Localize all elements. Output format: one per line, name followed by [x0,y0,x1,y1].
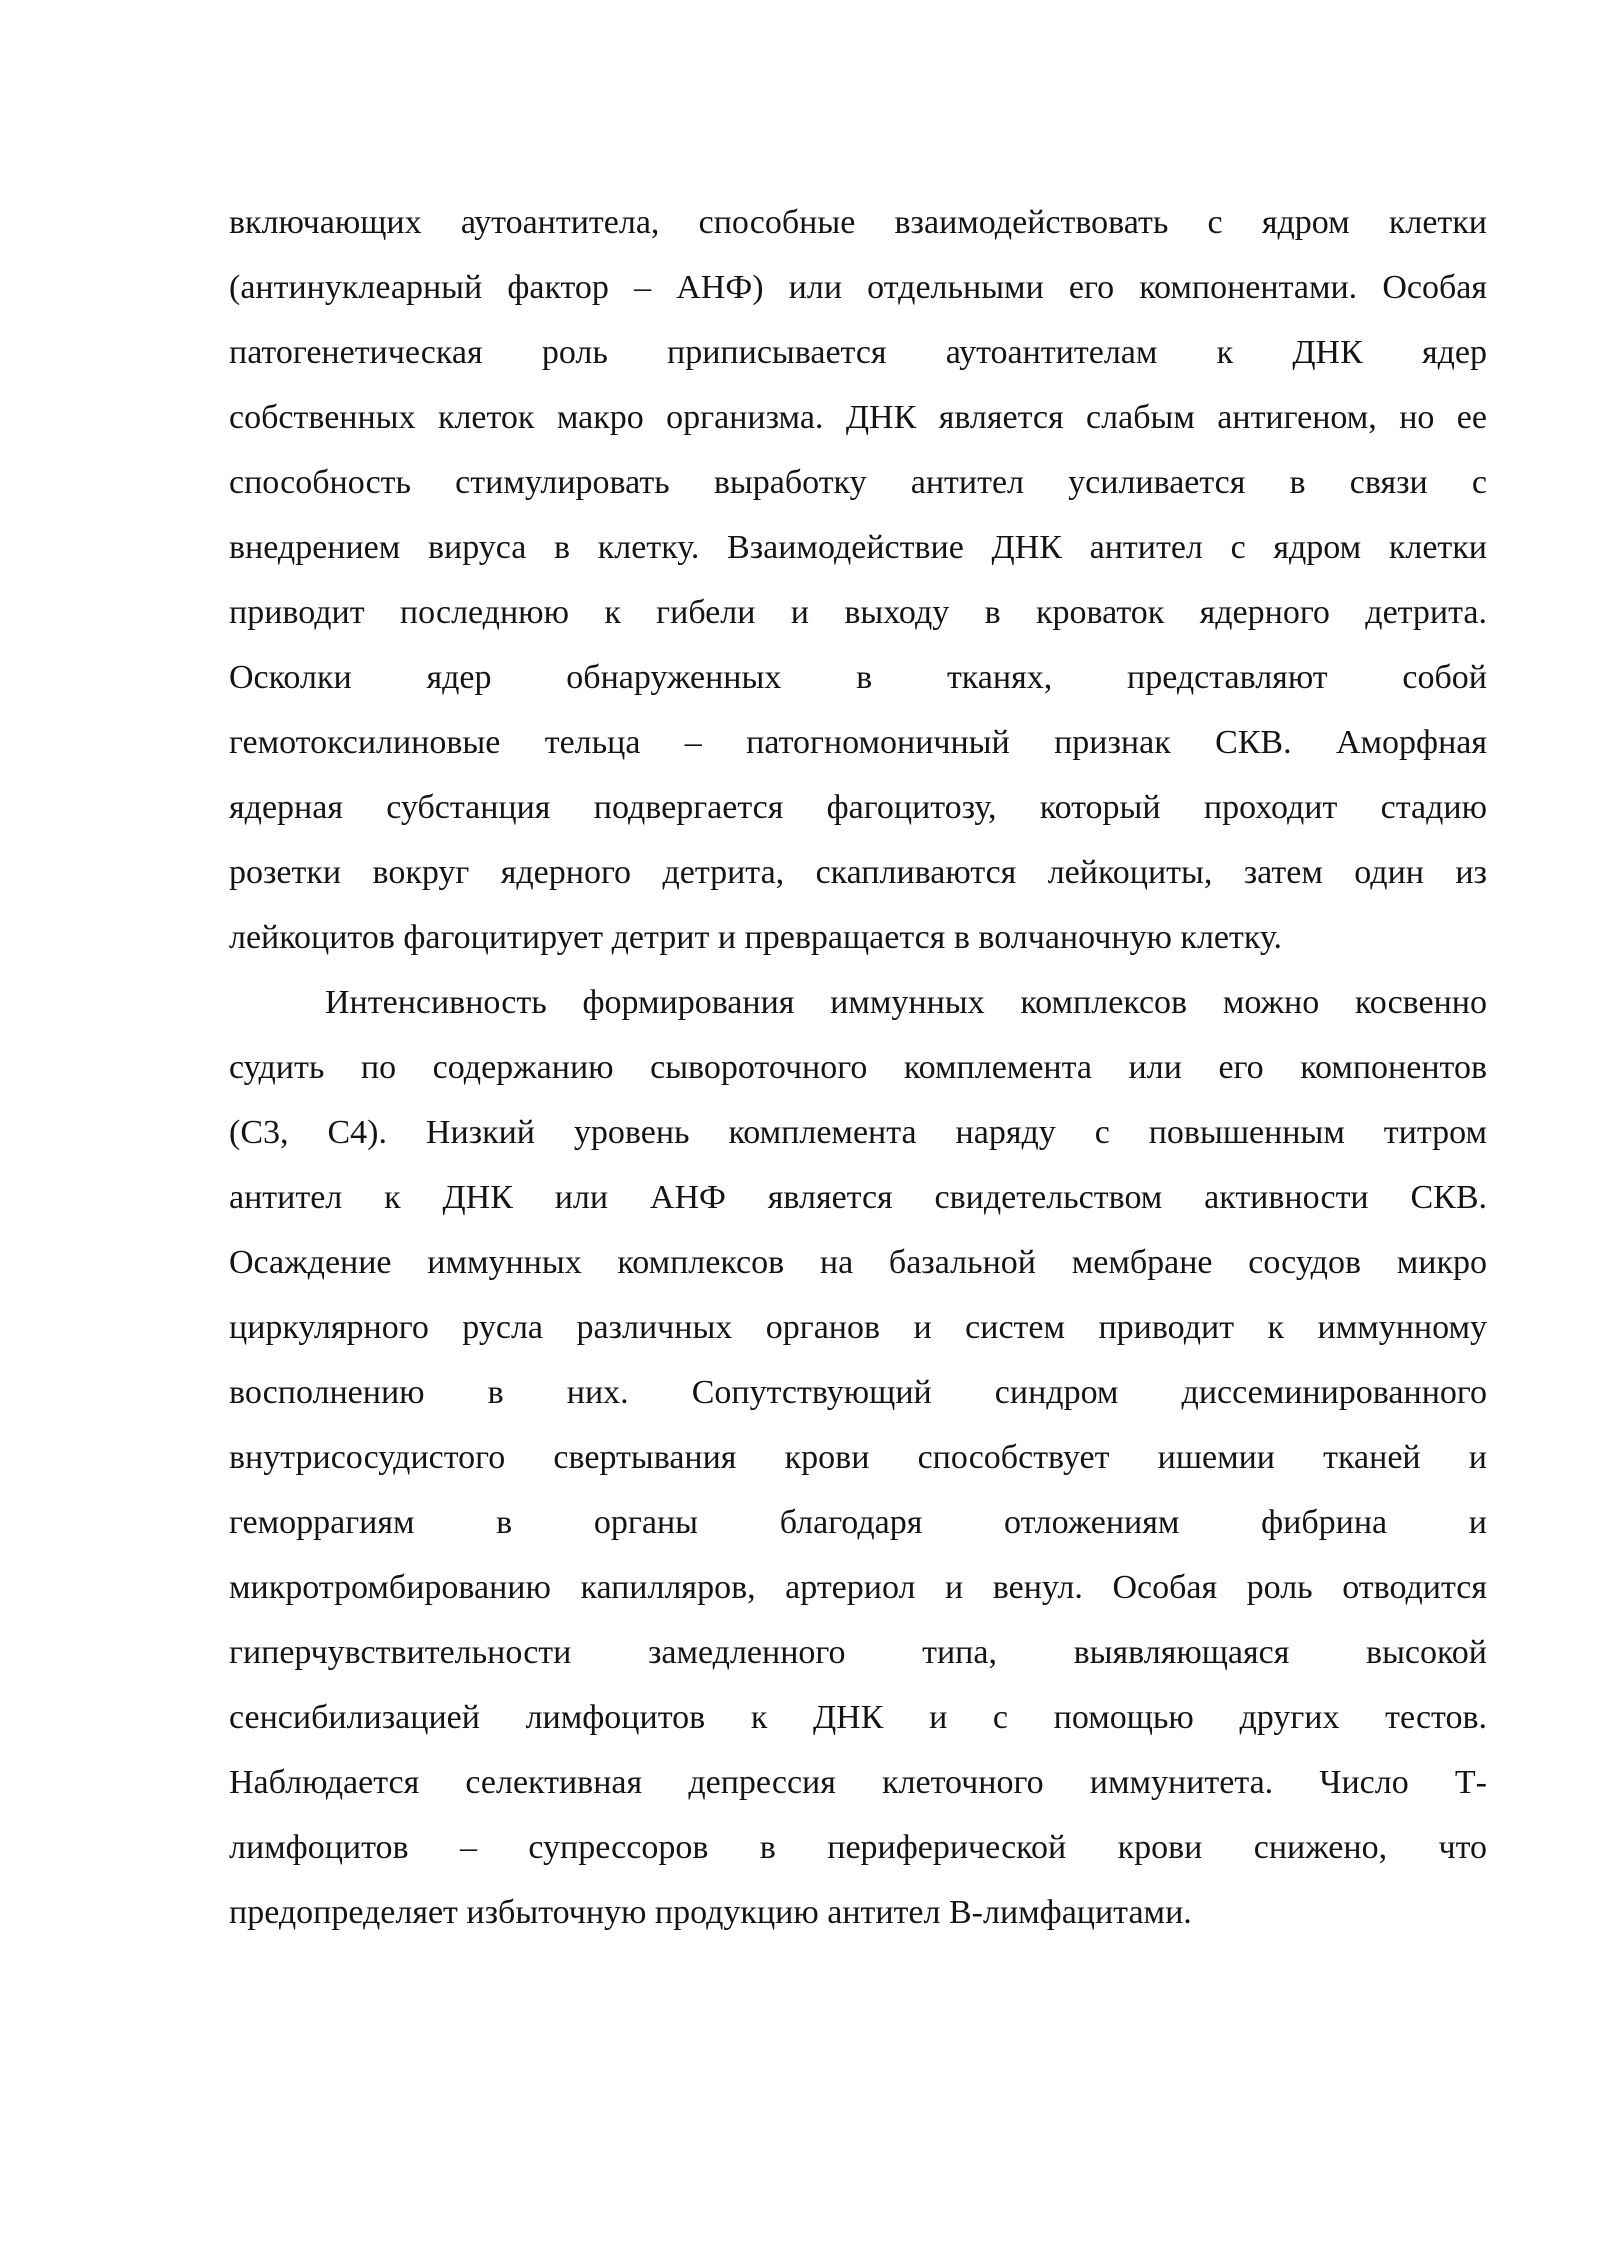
text-line: способность стимулировать выработку антител усиливается в связи с [229,464,1487,501]
text-line: внутрисосудистого свертывания крови способствует ишемии тканей и [229,1439,1487,1476]
text-line: розетки вокруг ядерного детрита, скапливаются лейкоциты, затем один из [229,854,1487,891]
text-line: сенсибилизацией лимфоцитов к ДНК и с помощью других тестов. [229,1699,1487,1736]
body-text [229,190,1487,1945]
text-line: ядерная субстанция подвергается фагоцитозу, который проходит стадию [229,789,1487,826]
text-line: гиперчувствительности замедленного типа, выявляющаяся высокой [229,1634,1487,1671]
text-line: Осколки ядер обнаруженных в тканях, представляют собой [229,659,1487,696]
text-line: предопределяет избыточную продукцию антител В-лимфацитами. [229,1894,1192,1931]
text-line: геморрагиям в органы благодаря отложениям фибрина и [229,1504,1487,1541]
text-line: циркулярного русла различных органов и систем приводит к иммунному [229,1309,1487,1346]
text-line: восполнению в них. Сопутствующий синдром диссеминированного [229,1374,1487,1411]
text-line: лимфоцитов – супрессоров в периферической крови снижено, что [229,1829,1487,1866]
text-line: патогенетическая роль приписывается аутоантителам к ДНК ядер [229,334,1487,371]
text-line: гемотоксилиновые тельца – патогномоничный признак СКВ. Аморфная [229,724,1487,761]
text-line: приводит последнюю к гибели и выходу в кроваток ядерного детрита. [229,594,1487,631]
text-line: внедрением вируса в клетку. Взаимодействие ДНК антител с ядром клетки [229,529,1487,566]
text-line: включающих аутоантитела, способные взаимодействовать с ядром клетки [229,204,1487,241]
text-line: антител к ДНК или АНФ является свидетельством активности СКВ. [229,1179,1487,1216]
text-line: (антинуклеарный фактор – АНФ) или отдельными его компонентами. Особая [229,269,1487,306]
text-line: собственных клеток макро организма. ДНК является слабым антигеном, но ее [229,399,1487,436]
text-line: судить по содержанию сывороточного комплемента или его компонентов [229,1049,1487,1086]
text-line: (С3, С4). Низкий уровень комплемента наряду с повышенным титром [229,1114,1487,1151]
text-line: лейкоцитов фагоцитирует детрит и превращается в волчаночную клетку. [229,919,1282,956]
paragraph-2 [229,970,1487,1945]
text-line: Интенсивность формирования иммунных комплексов можно косвенно [325,984,1487,1021]
text-line: микротромбированию капилляров, артериол и венул. Особая роль отводится [229,1569,1487,1606]
paragraph-1 [229,190,1487,970]
text-line: Наблюдается селективная депрессия клеточного иммунитета. Число Т- [229,1764,1487,1801]
text-line: Осаждение иммунных комплексов на базальной мембране сосудов микро [229,1244,1487,1281]
